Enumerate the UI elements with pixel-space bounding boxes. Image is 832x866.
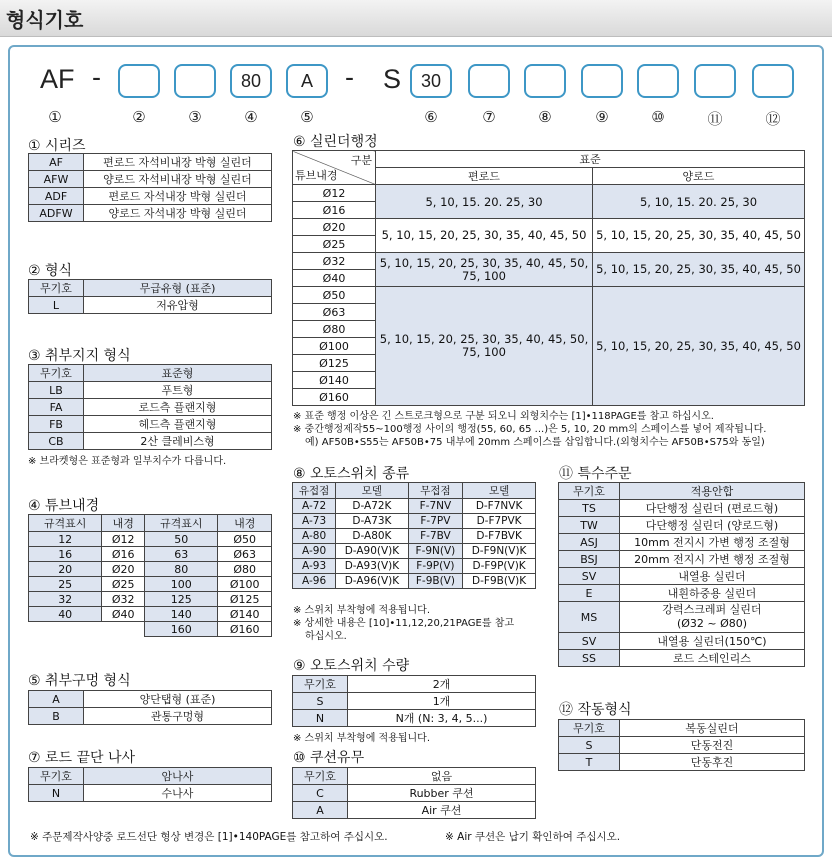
series-title: ① 시리즈 (28, 138, 86, 154)
action-table (558, 719, 805, 771)
table-row: 무기호 2개 (293, 676, 536, 693)
table-row: Ø40 (293, 270, 805, 287)
table-row: 편로드 양로드 (293, 168, 805, 185)
switch-note-2: ※ 상세한 내용은 [10]•11,12,20,21PAGE를 참고 (293, 618, 515, 629)
rod-end-table (28, 767, 272, 802)
table-row: 40 Ø40 140 Ø140 (29, 607, 272, 622)
code-box-action (752, 64, 794, 98)
qty-note: ※ 스위치 부착형에 적용됩니다. (293, 733, 431, 744)
index-9: ⑨ (595, 108, 609, 126)
diagonal-header-cell: 구분 튜브내경 (293, 151, 376, 185)
code-box-switch (524, 64, 566, 98)
cushion-title: ⑩ 쿠션유무 (293, 750, 365, 766)
section-header (0, 0, 832, 37)
table-row: T 단동후진 (559, 754, 805, 771)
table-row: A 양단탭형 (표준) (29, 691, 272, 708)
table-row: Ø100 (293, 338, 805, 355)
table-row: ADFW 양로드 자석내장 박형 실린더 (29, 205, 272, 222)
table-row: Ø25 (293, 236, 805, 253)
type-table (28, 279, 272, 314)
table-row: N N개 (N: 3, 4, 5...) (293, 710, 536, 727)
code-box-rod-end (468, 64, 510, 98)
table-row: FB 헤드측 플랜지형 (29, 416, 272, 433)
mount-table (28, 364, 272, 450)
table-row: 무기호 표준형 (29, 365, 272, 382)
table-row: Ø12 5, 10, 15. 20. 25, 30 5, 10, 15. 20. 25, 30 (293, 185, 805, 202)
table-row: 25 Ø25 100 Ø100 (29, 577, 272, 592)
switch-note-1: ※ 스위치 부착형에 적용됩니다. (293, 605, 431, 616)
table-row: Ø50 5, 10, 15, 20, 25, 30, 35, 40, 45, 50, 75, 100 5, 10, 15, 20, 25, 30, 35, 40, 45, 50 (293, 287, 805, 304)
table-row: 무기호 없음 (293, 768, 536, 785)
table-row: Ø20 5, 10, 15, 20, 25, 30, 35, 40, 45, 50 5, 10, 15, 20, 25, 30, 35, 40, 45, 50 (293, 219, 805, 236)
index-3: ③ (188, 108, 202, 126)
table-row: FA 로드측 플랜지형 (29, 399, 272, 416)
table-row: 무기호 적용안합 (559, 483, 805, 500)
stroke-title: ⑥ 실린더행정 (293, 134, 378, 150)
index-12: ⑫ (765, 110, 781, 128)
index-11: ⑪ (707, 110, 723, 128)
code-box-cushion (637, 64, 679, 98)
table-row: S 단동전진 (559, 737, 805, 754)
type-title: ② 형식 (28, 263, 73, 279)
table-row: LB 푸트형 (29, 382, 272, 399)
table-row: Ø125 (293, 355, 805, 372)
table-row: 구분 튜브내경 표준 (293, 151, 805, 168)
table-row: 무기호 복동실린더 (559, 720, 805, 737)
bore-table (28, 514, 272, 637)
qty-title: ⑨ 오토스위치 수량 (293, 658, 410, 674)
action-title: ⑫ 작동형식 (559, 702, 632, 718)
page-title: 형식기호 (6, 8, 84, 32)
table-row: Ø160 (293, 389, 805, 406)
table-row: A-93 D-A93(V)K F-9P(V) D-F9P(V)K (293, 559, 536, 574)
model-dash-2: - (345, 62, 354, 92)
special-title: ⑪ 특수주문 (559, 466, 632, 482)
table-row: A-90 D-A90(V)K F-9N(V) D-F9N(V)K (293, 544, 536, 559)
table-row: 12 Ø12 50 Ø50 (29, 532, 272, 547)
table-row: Ø63 (293, 304, 805, 321)
table-row: B 관통구멍형 (29, 708, 272, 725)
table-row: 규격표시 내경 규격표시 내경 (29, 515, 272, 532)
table-row: AFW 양로드 자석비내장 박형 실린더 (29, 171, 272, 188)
port-table (28, 690, 272, 725)
table-row: A-96 D-A96(V)K F-9B(V) D-F9B(V)K (293, 574, 536, 589)
code-box-stroke: 30 (410, 64, 452, 98)
index-6: ⑥ (424, 108, 438, 126)
stroke-note-3: 예) AF50B•S55는 AF50B•75 내부에 20mm 스페이스를 삽입합니다.(외형치수는 AF50B•S75와 동일) (305, 437, 765, 448)
mount-note: ※ 브라켓형은 표준형과 일부치수가 다릅니다. (28, 456, 227, 467)
index-1: ① (48, 108, 62, 126)
port-title: ⑤ 취부구멍 형식 (28, 673, 131, 689)
switch-table (292, 482, 536, 589)
code-box-series (118, 64, 160, 98)
cushion-table (292, 767, 536, 819)
table-row: A-80 D-A80K F-7BV D-F7BVK (293, 529, 536, 544)
footer-note-1: ※ 주문제작사양중 로드선단 형상 변경은 [1]•140PAGE를 참고하여 주십시오. (30, 831, 388, 843)
table-row: ADF 편로드 자석내장 박형 실린더 (29, 188, 272, 205)
index-10: ⑩ (651, 108, 665, 126)
index-8: ⑧ (538, 108, 552, 126)
stroke-table (292, 150, 805, 406)
table-row: C Rubber 쿠션 (293, 785, 536, 802)
table-row: 무기호 무급유형 (표준) (29, 280, 272, 297)
table-row: BSJ 20mm 전지시 가변 행정 조절형 (559, 551, 805, 568)
code-box-switch-qty (581, 64, 623, 98)
table-row: ASJ 10mm 전지시 가변 행정 조절형 (559, 534, 805, 551)
table-row: 32 Ø32 125 Ø125 (29, 592, 272, 607)
table-row: Ø140 (293, 372, 805, 389)
table-row: A-73 D-A73K F-7PV D-F7PVK (293, 514, 536, 529)
bore-title: ④ 튜브내경 (28, 498, 100, 514)
index-5: ⑤ (300, 108, 314, 126)
table-row: 160 Ø160 (29, 622, 272, 637)
table-row: Ø16 (293, 202, 805, 219)
table-row: N 수나사 (29, 785, 272, 802)
table-row: SS 로드 스테인리스 (559, 650, 805, 667)
code-box-bore: 80 (230, 64, 272, 98)
table-row: MS 강력스크레퍼 실린더 (Ø32 ~ Ø80) (559, 602, 805, 633)
table-row: E 내흰하중용 실린더 (559, 585, 805, 602)
table-row: 유접점 모델 무접점 모델 (293, 483, 536, 499)
index-2: ② (132, 108, 146, 126)
series-table (28, 153, 272, 222)
index-4: ④ (244, 108, 258, 126)
table-row: SV 내열용 실린더(150℃) (559, 633, 805, 650)
table-row: 16 Ø16 63 Ø63 (29, 547, 272, 562)
table-row: A-72 D-A72K F-7NV D-F7NVK (293, 499, 536, 514)
special-table (558, 482, 805, 667)
index-7: ⑦ (482, 108, 496, 126)
table-row: A Air 쿠션 (293, 802, 536, 819)
table-row: TW 다단행정 실린더 (양로드형) (559, 517, 805, 534)
switch-title: ⑧ 오토스위치 종류 (293, 466, 410, 482)
table-row: Ø32 5, 10, 15, 20, 25, 30, 35, 40, 45, 50, 75, 100 5, 10, 15, 20, 25, 30, 35, 40, 45, 50 (293, 253, 805, 270)
rod-end-title: ⑦ 로드 끝단 나사 (28, 750, 136, 766)
stroke-note-2: ※ 중간행정제작55~100행정 사이의 행정(55, 60, 65 ...)은 5, 10, 20 mm의 스페이스를 넣어 제작됩니다. (293, 424, 767, 435)
table-row: AF 편로드 자석비내장 박형 실린더 (29, 154, 272, 171)
table-row: S 1개 (293, 693, 536, 710)
code-box-type (174, 64, 216, 98)
switch-note-3: 하십시오. (305, 631, 347, 642)
table-row: TS 다단행정 실린더 (편로드형) (559, 500, 805, 517)
mount-title: ③ 취부지지 형식 (28, 348, 131, 364)
model-dash-1: - (92, 62, 101, 92)
model-s: S (383, 64, 402, 94)
table-row: 무기호 암나사 (29, 768, 272, 785)
table-row: SV 내열용 실린더 (559, 568, 805, 585)
table-row: 20 Ø20 80 Ø80 (29, 562, 272, 577)
table-row: L 저유압형 (29, 297, 272, 314)
table-row: CB 2산 클레비스형 (29, 433, 272, 450)
qty-table (292, 675, 536, 727)
footer-note-2: ※ Air 쿠션은 납기 확인하여 주십시오. (445, 831, 621, 843)
code-box-special (694, 64, 736, 98)
table-row: Ø80 (293, 321, 805, 338)
stroke-note-1: ※ 표준 행정 이상은 긴 스트로크형으로 구분 되오니 외형치수는 [1]•118PAGE를 참고 하십시오. (293, 411, 714, 422)
code-box-mount: A (286, 64, 328, 98)
model-prefix: AF (40, 64, 75, 94)
